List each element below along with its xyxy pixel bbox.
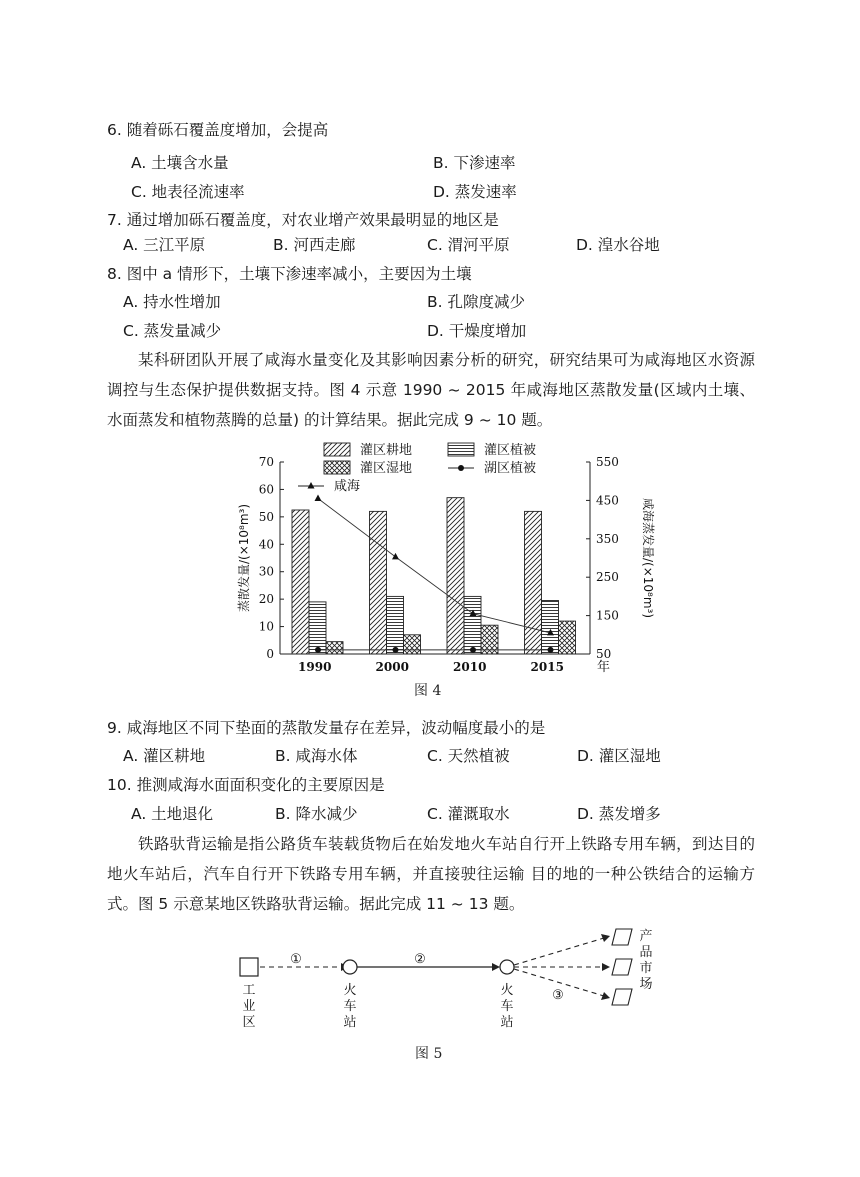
segment-3-road-a [514,938,604,965]
market-box-2 [612,959,632,975]
legend-marker-咸海 [308,482,315,489]
legend-label-灌区耕地: 灌区耕地 [360,443,413,458]
point-湖区植被 [315,647,321,653]
bar-灌区植被 [309,602,326,654]
y2-tick-label: 50 [596,647,612,661]
bar-灌区植被 [387,596,404,654]
q7-stem: 7. 通过增加砾石覆盖度，对农业增产效果最明显的地区是 [107,211,499,229]
point-湖区植被 [393,647,399,653]
q6-option-a: A. 土壤含水量 [131,154,229,172]
legend-label-灌区植被: 灌区植被 [484,443,537,458]
arrow-head-2 [492,963,500,971]
point-咸海 [392,553,399,560]
market-box-1 [612,929,632,945]
point-咸海 [315,494,322,501]
station2-char-1: 火 [500,983,514,998]
figure-4-chart [222,438,655,693]
x-tick-label: 1990 [298,660,332,674]
q7-option-a: A. 三江平原 [123,236,206,254]
figure-5-caption: 图 5 [415,1046,443,1062]
bar-灌区耕地 [370,511,387,654]
q9-option-a: A. 灌区耕地 [123,747,206,765]
q6-option-c: C. 地表径流速率 [131,183,245,201]
station1-char-2: 车 [343,999,357,1014]
x-tick-label: 2010 [453,660,487,674]
bar-灌区湿地 [326,642,343,654]
station-2-circle [500,960,514,974]
q7-option-d: D. 湟水谷地 [576,236,660,254]
q10-option-d: D. 蒸发增多 [577,805,661,823]
q7-option-b: B. 河西走廊 [273,236,356,254]
q9-option-d: D. 灌区湿地 [577,747,661,765]
q8-stem: 8. 图中 a 情形下，土壤下渗速率减小，主要因为土壤 [107,265,472,283]
q10-option-c: C. 灌溉取水 [427,805,510,823]
industrial-zone-box [240,958,258,976]
y-tick-label: 10 [258,619,274,634]
market-char-3: 市 [639,961,653,976]
q9-stem: 9. 咸海地区不同下垫面的蒸散发量存在差异，波动幅度最小的是 [107,719,546,737]
bar-灌区耕地 [525,511,542,654]
x-tick-label: 2015 [530,660,564,674]
bar-灌区植被 [542,601,559,654]
y2-tick-label: 450 [596,493,619,508]
market-box-3 [612,989,632,1005]
q8-option-a: A. 持水性增加 [123,293,221,311]
legend-swatch-灌区耕地 [324,443,350,456]
q8-option-c: C. 蒸发量减少 [123,322,222,340]
legend-swatch-灌区湿地 [324,461,350,474]
figure-5-diagram [228,920,668,1040]
segment-1-label: ① [290,952,302,967]
station2-char-3: 站 [500,1015,514,1030]
station2-char-2: 车 [500,999,514,1014]
point-湖区植被 [548,647,554,653]
y-tick-label: 0 [266,647,274,661]
market-char-1: 产 [639,929,653,944]
y2-tick-label: 350 [596,531,619,546]
y-axis-title: 蒸散发量/(×10⁸m³) [237,503,251,613]
y-tick-label: 50 [258,509,274,524]
segment-3-label: ③ [552,988,564,1003]
bar-灌区植被 [464,596,481,654]
y-tick-label: 30 [258,564,274,579]
segment-2-label: ② [414,952,426,967]
x-tick-label: 2000 [375,660,409,674]
bar-灌区湿地 [404,635,421,654]
y-tick-label: 40 [258,537,274,552]
legend-marker-湖区植被 [458,465,464,471]
origin-char-2: 业 [242,999,256,1014]
bar-灌区耕地 [447,498,464,654]
point-湖区植被 [470,647,476,653]
origin-char-1: 工 [242,983,256,998]
bar-灌区湿地 [559,621,576,654]
y-tick-label: 60 [258,482,274,497]
q7-option-c: C. 渭河平原 [427,236,510,254]
y2-tick-label: 150 [596,608,619,623]
bar-灌区耕地 [292,510,309,654]
q10-option-a: A. 土地退化 [131,805,214,823]
y2-axis-title: 咸海蒸发量/(×10⁸m³) [641,497,655,619]
station-1-circle [343,960,357,974]
q6-option-b: B. 下渗速率 [433,154,516,172]
q10-option-b: B. 降水减少 [275,805,358,823]
q9-option-b: B. 咸海水体 [275,747,358,765]
legend-label-灌区湿地: 灌区湿地 [360,461,413,476]
legend-label-咸海: 咸海 [334,479,361,494]
market-char-2: 品 [639,945,653,960]
figure-4-caption: 图 4 [414,683,442,699]
q6-stem: 6. 随着砾石覆盖度增加，会提高 [107,121,329,139]
passage-aral-sea: 某科研团队开展了咸海水量变化及其影响因素分析的研究，研究结果可为咸海地区水资源调控与生态保护提供数据支持。图 4 示意 1990 ~ 2015 年咸海地区蒸散发量(区域内土壤、水面蒸发和植物蒸腾的总量) 的计算结果。据此完成 9 ~ 10 题。 [107,351,755,429]
q8-option-d: D. 干燥度增加 [427,322,527,340]
y2-tick-label: 250 [596,570,619,585]
y-tick-label: 20 [258,592,274,607]
arrow-head-3b [602,963,610,971]
q6-option-d: D. 蒸发速率 [433,183,517,201]
station1-char-1: 火 [343,983,357,998]
y2-tick-label: 550 [596,455,619,469]
origin-char-3: 区 [242,1015,256,1030]
line-咸海 [318,498,551,632]
q9-option-c: C. 天然植被 [427,747,510,765]
legend-swatch-灌区植被 [448,443,474,456]
market-char-4: 场 [639,977,653,992]
q8-option-b: B. 孔隙度减少 [427,293,525,311]
station1-char-3: 站 [343,1015,357,1030]
passage-piggyback-transport: 铁路驮背运输是指公路货车装载货物后在始发地火车站自行开上铁路专用车辆，到达目的地火车站后，汽车自行开下铁路专用车辆，并直接驶往运输 目的地的一种公铁结合的运输方式。图 5 示意某地区铁路驮背运输。据此完成 11 ~ 13 题。 [107,835,755,913]
x-axis-unit: 年 [597,660,611,675]
q10-stem: 10. 推测咸海水面面积变化的主要原因是 [107,776,385,794]
legend-label-湖区植被: 湖区植被 [484,461,537,476]
y-tick-label: 70 [258,455,274,469]
